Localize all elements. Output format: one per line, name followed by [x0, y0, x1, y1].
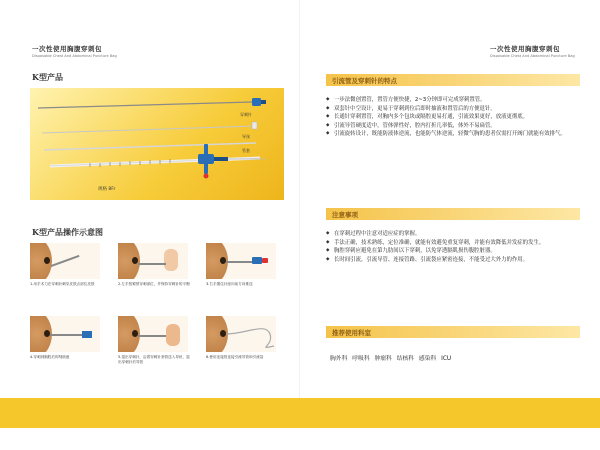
step-3-caption: 3.右手握住针座向前方向推送 [206, 282, 253, 286]
step-4-caption: 4.穿刺到胸腔后即刻抽液 [30, 355, 70, 359]
feature-item: ◆ 引流导管硬度适中，管体弹性好，腔内打折几率低，体外不易扁管。 [326, 122, 576, 131]
right-page [300, 0, 600, 450]
steps-title: K型产品操作示意图 [32, 227, 103, 237]
footer-band [0, 398, 600, 428]
step-4-image [30, 316, 100, 352]
step-6-caption: 6.使用连接管连接引流导管和引流袋 [206, 355, 264, 359]
step-1-image [30, 243, 100, 279]
departments-list: 胸外科 呼吸科 肿瘤科 结核科 感染科 ICU [330, 356, 452, 362]
brand-name-cn: 一次性使用胸腹穿刺包 [32, 45, 102, 53]
note-item: ◆ 在穿刺过程中注意对适应症的掌握。 [326, 230, 576, 239]
step-2-caption: 2.左手按紧预穿刺部位，并保持穿刺针的平衡 [118, 282, 190, 286]
product-title: K型产品 [32, 72, 63, 82]
brand-name-en-right: Disposable Chest And Abdominal Puncture Bag [490, 54, 575, 58]
step-3 [206, 243, 284, 287]
tag-sheath: 管套 [242, 148, 250, 153]
step-5-caption: 5.退出穿刺针，沿着穿刺针套管送入导丝，退出穿刺针后导管 [118, 355, 190, 364]
tag-wire: 导丝 [242, 134, 250, 139]
spec-label: 规格 8Fr [98, 187, 116, 192]
step-4 [30, 316, 108, 360]
step-2-image [118, 243, 188, 279]
product-image [30, 88, 284, 200]
note-item: ◆ 胸腔穿刺应避免在第九肋间以下穿刺，以免穿透膈肌损伤腹腔脏器。 [326, 247, 576, 256]
step-2 [118, 243, 196, 287]
device-illustration [30, 88, 284, 200]
step-3-image [206, 243, 276, 279]
step-6-image [206, 316, 276, 352]
step-1-caption: 1.用手术刀在穿刺针刺穿皮肤点部位皮肤 [30, 282, 95, 286]
features-title: 引流管及穿刺针的特点 [332, 77, 397, 85]
feature-item: ◆ 长通针穿刺置管，对胸内多个包块或隔腔更易打通，引流效果更好，放液更彻底。 [326, 113, 576, 122]
notes-header [326, 208, 580, 220]
brand-name-en: Disposable Chest And Abdominal Puncture Bag [32, 54, 117, 58]
notes-list [326, 230, 576, 264]
operation-steps [30, 243, 284, 383]
departments-header [326, 326, 580, 338]
step-5-image [118, 316, 188, 352]
notes-title: 注意事项 [332, 211, 358, 219]
feature-item: ◆ 引流旋转设计，既能防液体逆流，也能防气体逆流，轻微气胸的患者仅需打开阀门就能有效排气。 [326, 130, 576, 139]
brand-name-cn-right: 一次性使用胸腹穿刺包 [490, 45, 560, 53]
note-item: ◆ 长时间引流，引流导管、连接管路、引流袋应紧密连接，不能受过大外力的作用。 [326, 256, 576, 265]
departments-title: 推荐使用科室 [332, 329, 371, 337]
features-header [326, 74, 580, 86]
step-1 [30, 243, 108, 287]
features-list [326, 96, 576, 139]
feature-item: ◆ 一步法微创置管，置管方便快捷，2~3分钟即可完成穿刺置管。 [326, 96, 576, 105]
step-6 [206, 316, 284, 360]
step-5 [118, 316, 196, 365]
note-item: ◆ 手法正确，技术熟练，定位准确，就能有效避免重复穿刺，并能有效降低并发症的发生。 [326, 239, 576, 248]
tag-needle: 穿刺针 [240, 112, 252, 117]
feature-item: ◆ 双套针中空设计，更易于穿刺到位后即时抽液和置管后的方便退针。 [326, 105, 576, 114]
